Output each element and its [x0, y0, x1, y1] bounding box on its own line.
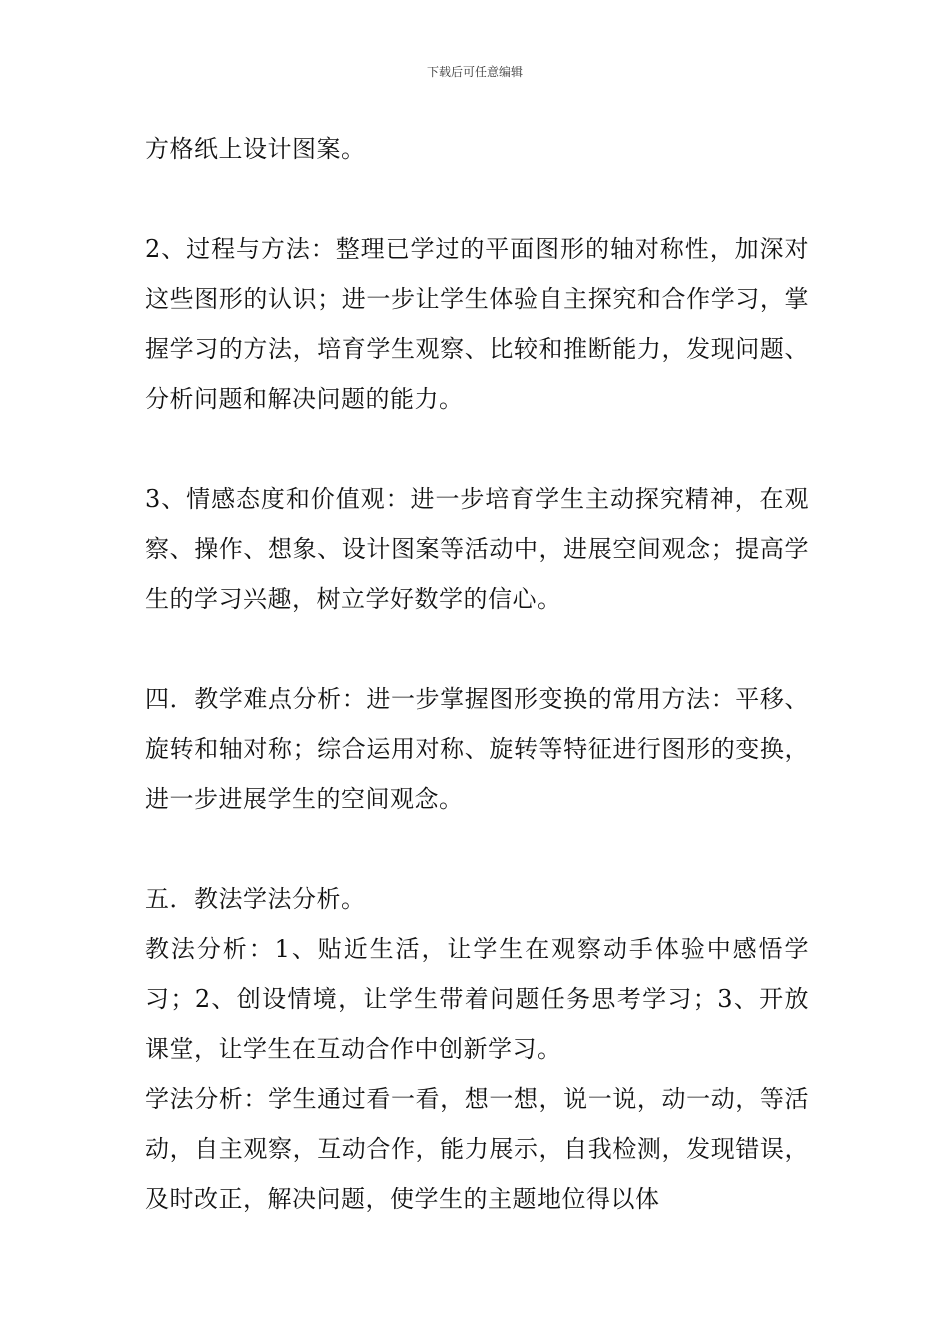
paragraph-learning-method: 学法分析：学生通过看一看，想一想，说一说，动一动，等活动，自主观察，互动合作，能力展示，自我检测，发现错误，及时改正，解决问题，使学生的主题地位得以体	[145, 1085, 809, 1213]
paragraph-method-heading: 五．教法学法分析。	[145, 885, 366, 913]
paragraph-teaching-method: 教法分析：1、贴近生活，让学生在观察动手体验中感悟学习；2、创设情境，让学生带着问题任务思考学习；3、开放课堂，让学生在互动合作中创新学习。	[145, 935, 809, 1063]
page-header: 下载后可任意编辑	[426, 65, 523, 79]
paragraph-teaching-difficulty: 四．教学难点分析：进一步掌握图形变换的常用方法：平移、旋转和轴对称；综合运用对称、旋转等特征进行图形的变换，进一步进展学生的空间观念。	[145, 685, 809, 813]
paragraph-emotion-values: 3、情感态度和价值观：进一步培育学生主动探究精神，在观察、操作、想象、设计图案等活动中，进展空间观念；提高学生的学习兴趣，树立学好数学的信心。	[145, 485, 809, 613]
document-body	[145, 124, 809, 1224]
paragraph-process-method: 2、过程与方法：整理已学过的平面图形的轴对称性，加深对这些图形的认识；进一步让学生体验自主探究和合作学习，掌握学习的方法，培育学生观察、比较和推断能力，发现问题、分析问题和解决问题的能力。	[145, 235, 809, 413]
paragraph-design-pattern: 方格纸上设计图案。	[145, 135, 366, 163]
